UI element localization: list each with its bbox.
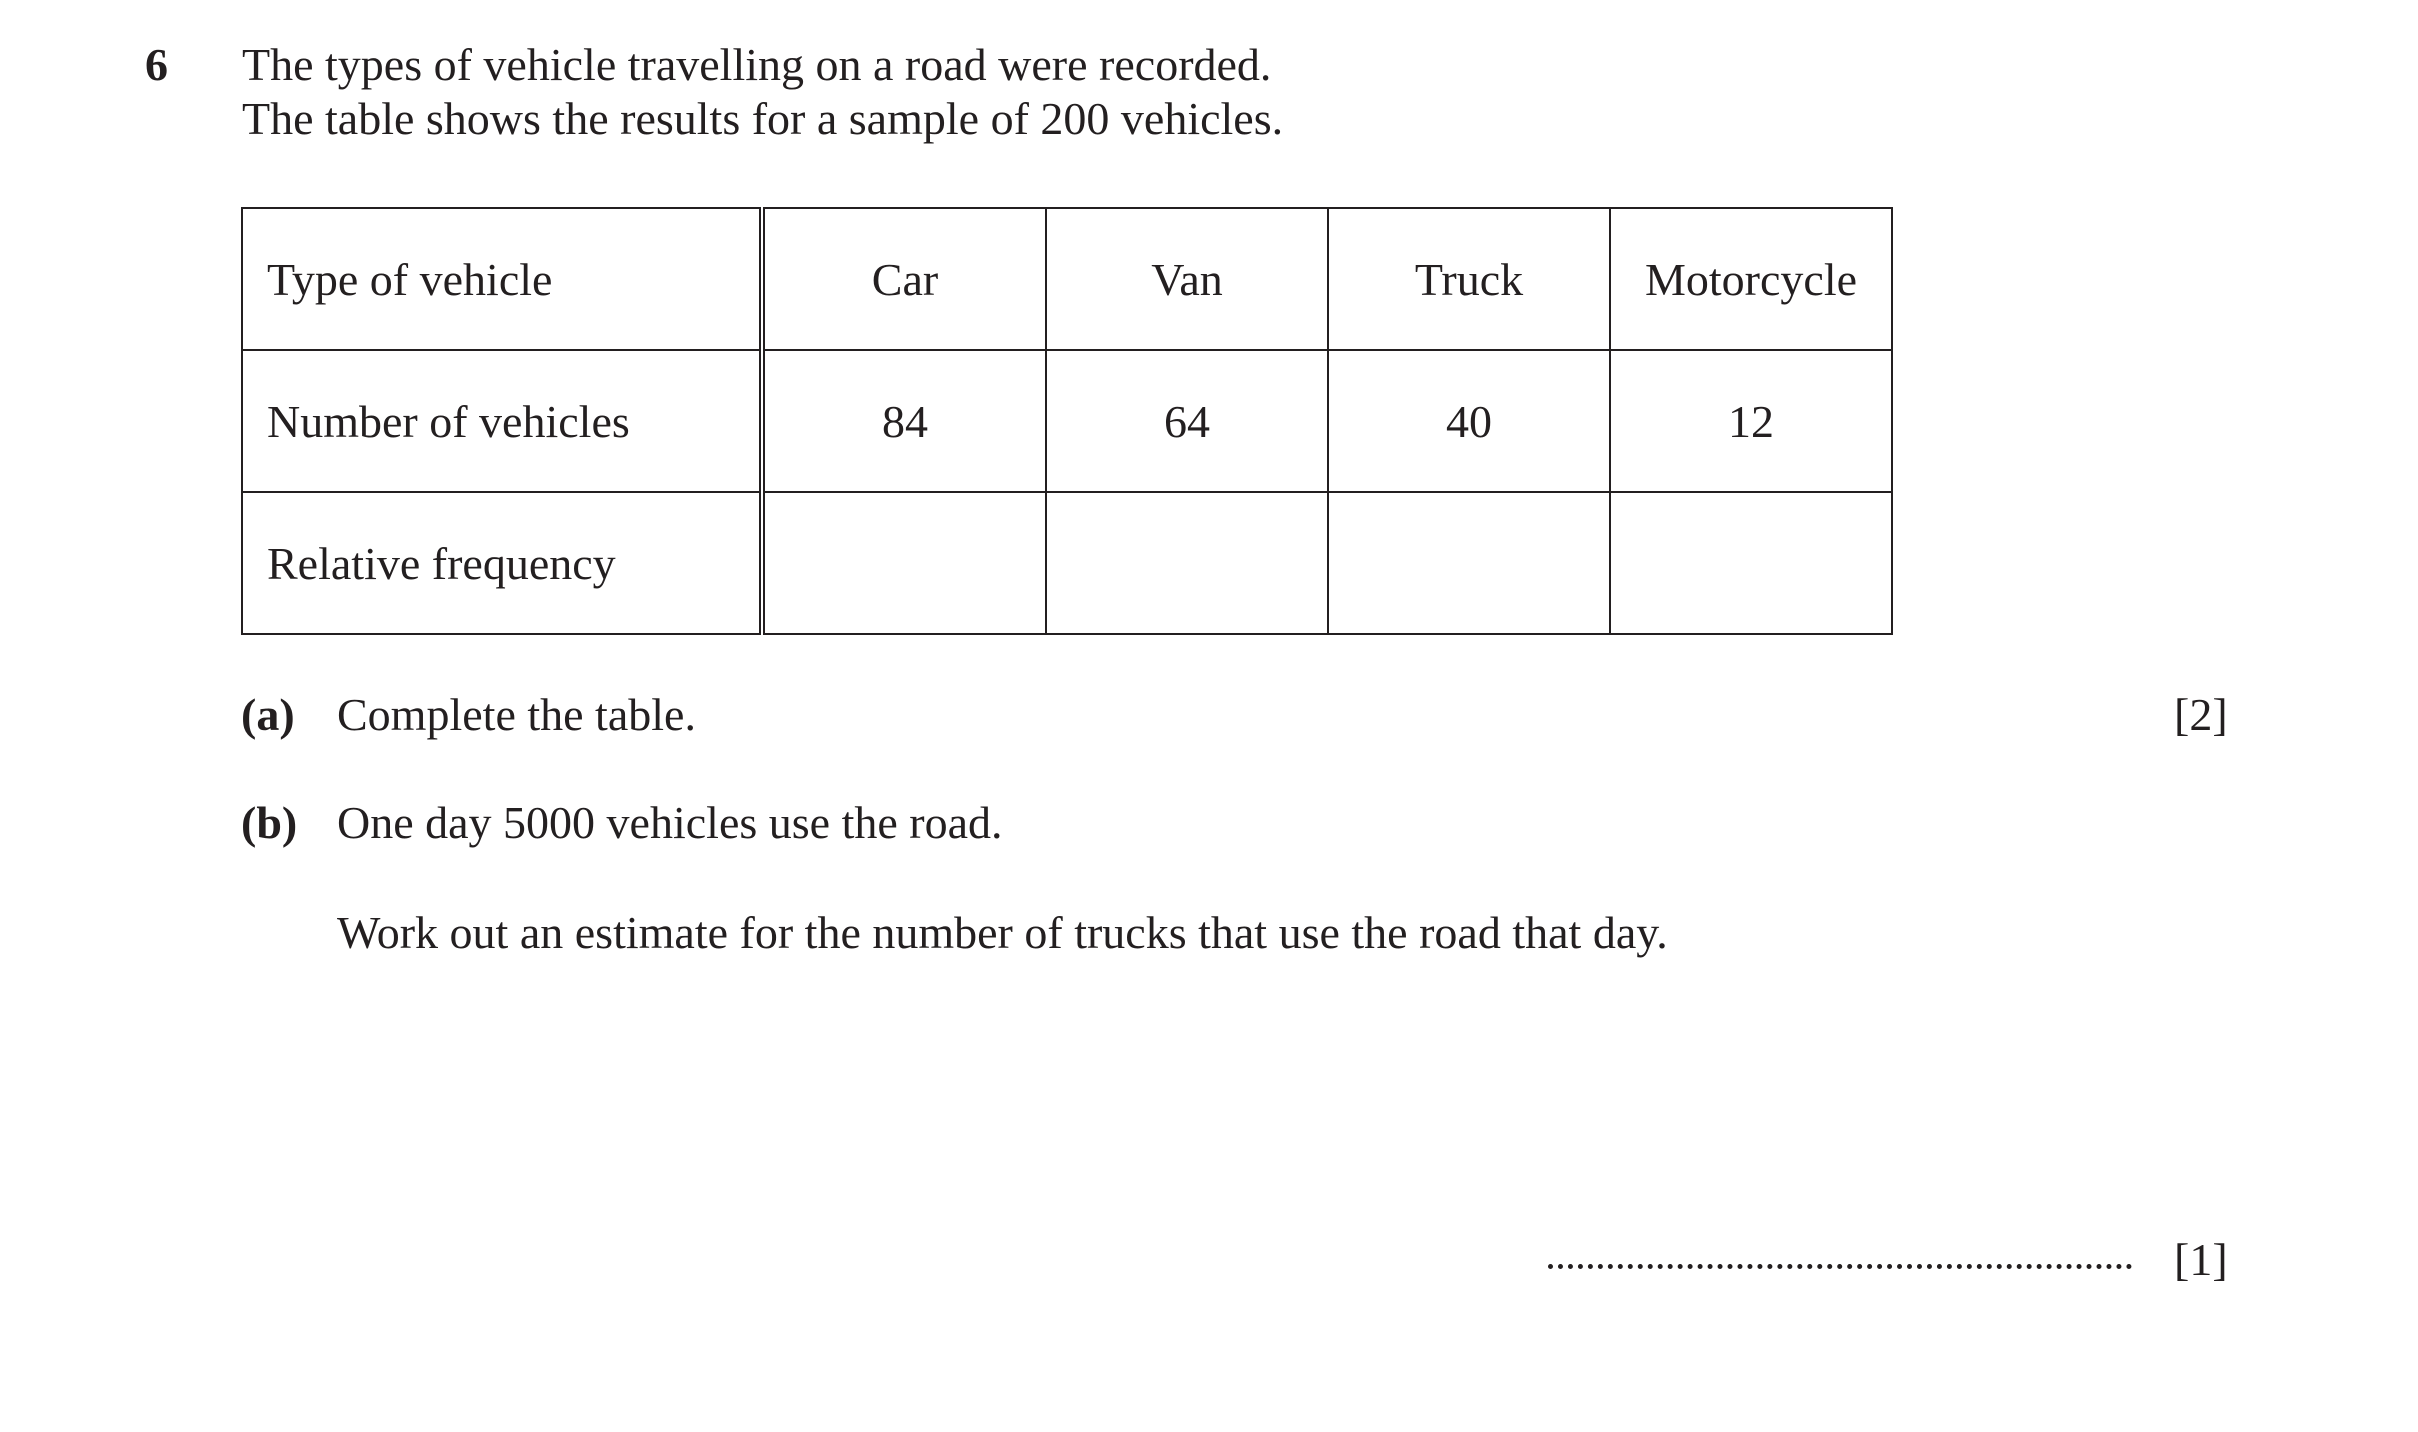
cell-number-motorcycle: 12 [1610,350,1892,492]
part-b-label: (b) [241,797,298,848]
cell-type-truck: Truck [1328,208,1610,350]
table-row-number [242,350,1892,492]
cell-number-truck: 40 [1328,350,1610,492]
part-b-answer-line[interactable] [1548,1236,2132,1269]
part-b-text: One day 5000 vehicles use the road. [337,797,1003,848]
answer-cell-truck[interactable] [1328,492,1610,634]
part-a-marks: [2] [2174,689,2228,740]
part-b-instruction: Work out an estimate for the number of trucks that use the road that day. [337,907,1668,958]
answer-cell-van[interactable] [1046,492,1328,634]
row-header-number: Number of vehicles [242,350,762,492]
part-a-text: Complete the table. [337,689,696,740]
table-row-type [242,208,1892,350]
cell-type-car: Car [762,208,1046,350]
cell-type-van: Van [1046,208,1328,350]
question-intro-line-2: The table shows the results for a sample of 200 vehicles. [242,93,1284,144]
part-a-label: (a) [241,689,295,740]
table-row-relative-frequency [242,492,1892,634]
part-b-marks: [1] [2174,1234,2228,1285]
row-header-type: Type of vehicle [242,208,762,350]
cell-number-van: 64 [1046,350,1328,492]
cell-type-motorcycle: Motorcycle [1610,208,1892,350]
answer-cell-motorcycle[interactable] [1610,492,1892,634]
question-intro-line-1: The types of vehicle travelling on a road were recorded. [242,39,1272,90]
vehicle-table [241,207,1893,635]
cell-number-car: 84 [762,350,1046,492]
answer-cell-car[interactable] [762,492,1046,634]
row-header-relative-frequency: Relative frequency [242,492,762,634]
question-number: 6 [145,39,168,90]
